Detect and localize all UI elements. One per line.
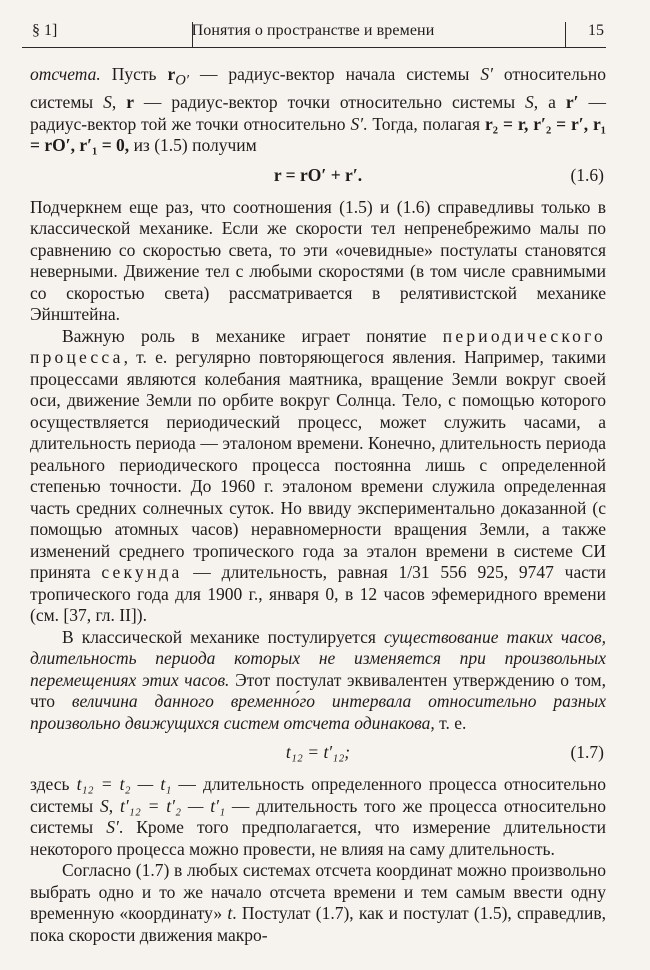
p5-a: здесь bbox=[30, 774, 77, 794]
paragraph-4 bbox=[30, 627, 606, 735]
p6-c: . Постулат (1.7), как и постулат (1.5), справедлив, пока скорости движения макро- bbox=[30, 903, 606, 945]
paragraph-2: Подчеркнем еще раз, что соотношения (1.5) и (1.6) справедливы только в классической механике. Если же скорости тел непренебрежимо малы по сравнению со скоростью света, то эти «очевидные» постулаты становятся неверными. Движение тел с любыми скоростями (в том числе сравнимыми со скоростью света) рассматривается в релятивистской механике Эйнштейна. bbox=[30, 196, 606, 324]
p5-e: , bbox=[108, 795, 120, 816]
equation-1-6 bbox=[30, 157, 606, 197]
paragraph-5 bbox=[30, 774, 606, 860]
p1-d: O′ bbox=[175, 72, 189, 89]
p1-j: r bbox=[126, 92, 134, 112]
p3-a: Важную роль в механике играет понятие bbox=[62, 325, 443, 346]
page-body bbox=[30, 64, 606, 946]
p5-f: t′₁₂ = t′₂ — t′₁ bbox=[119, 795, 226, 816]
p3-d: секунда bbox=[101, 562, 183, 582]
equation-1-7-formula: t₁₂ = t′₁₂; bbox=[285, 742, 351, 762]
p6-a: Согласно (1.7) в любых системах отсчета координат можно произвольно выбрать одно и то же начало отсчета времени и тем самым ввести одну временную «координату» bbox=[30, 860, 606, 923]
section-label: § 1] bbox=[32, 22, 58, 39]
p1-m: , а bbox=[533, 92, 566, 112]
p1-p: S′ bbox=[350, 113, 364, 134]
p1-b: Пусть bbox=[100, 64, 168, 84]
p1-s: из (1.5) получим bbox=[129, 135, 257, 155]
paragraph-6 bbox=[30, 860, 606, 946]
header-divider-right bbox=[565, 22, 566, 48]
p1-i: , bbox=[111, 92, 127, 112]
page-number: 15 bbox=[588, 22, 604, 39]
p1-f: S′ bbox=[480, 64, 493, 84]
p5-d: S bbox=[99, 795, 109, 816]
equation-1-7 bbox=[30, 734, 606, 774]
equation-1-7-number: (1.7) bbox=[570, 742, 604, 762]
p1-c: r bbox=[167, 64, 176, 84]
p1-l: S bbox=[525, 92, 534, 112]
p5-h: S′ bbox=[106, 817, 119, 837]
paragraph-3 bbox=[30, 326, 606, 627]
equation-1-6-formula: r = rO′ + r′. bbox=[273, 164, 363, 185]
p1-q: . Тогда, полагая bbox=[363, 113, 486, 134]
p4-d: величина данного временно́го интервала относительно разных произвольно движущихся систем отсчета одинакова, bbox=[30, 691, 606, 733]
p3-c: , т. е. регулярно повторяющегося явления. Например, такими процессами являются колебания маятника, вращение Земли вокруг своей оси, движение Земли по орбите вокруг Солнца. Тело, с помощью которого осуществляется периодический процесс, может служить часами, а длительность периода — эталоном времени. Конечно, длительность периода реального периодического процесса постоянна лишь с определенной степенью точности. До 1960 г. эталоном времени служила определенная часть средних солнечных суток. Но ввиду экспериментально доказанной (с помощью атомных часов) неравномерности вращения Земли, а также изменений среднего тропического года за эталон времени в системе СИ принята bbox=[30, 347, 606, 582]
p1-r: r₂ = r, r′₂ = r′, r₁ = rO′, r′₁ = 0, bbox=[30, 113, 607, 155]
p4-a: В классической механике постулируется bbox=[62, 626, 384, 647]
p4-e: т. е. bbox=[434, 712, 467, 733]
p1-h: S bbox=[103, 92, 112, 112]
p4-b: существование таких часов, длительность периода которых не изменяется при произвольных перемещениях этих часов. bbox=[30, 626, 606, 690]
p1-a: отсчета. bbox=[30, 64, 101, 84]
p1-o: — радиус-вектор той же точки относительно bbox=[30, 92, 606, 134]
running-title: Понятия о пространстве и времени bbox=[191, 22, 435, 39]
header-rule bbox=[22, 47, 606, 48]
page-header bbox=[22, 20, 604, 46]
p5-i: . Кроме того предполагается, что измерение длительности некоторого процесса можно провести, не влияя на саму длительность. bbox=[30, 817, 606, 859]
p3-e: — длительность, равная 1/31 556 925, 9747 части тропического года для 1900 г., января 0, в 12 часов эфемеридного времени (см. [37, гл. II]). bbox=[30, 562, 606, 625]
paragraph-1 bbox=[30, 64, 606, 157]
p6-b: t bbox=[227, 903, 233, 923]
header-divider-left bbox=[192, 22, 193, 48]
p5-c: — длительность определенного процесса относительно системы bbox=[30, 774, 607, 816]
p5-b: t₁₂ = t₂ — t₁ bbox=[76, 774, 172, 794]
p1-e: — радиус-вектор начала системы bbox=[189, 64, 481, 84]
p1-k: — радиус-вектор точки относительно системы bbox=[133, 92, 526, 112]
p3-b: периодического процесса bbox=[30, 325, 606, 367]
p1-n: r′ bbox=[565, 92, 579, 112]
p4-c: Этот постулат эквивалентен утверждению о том, что bbox=[30, 669, 606, 711]
p1-g: относительно системы bbox=[30, 64, 606, 112]
equation-1-6-number: (1.6) bbox=[570, 164, 604, 185]
p5-g: — длительность того же процесса относительно системы bbox=[30, 795, 606, 837]
